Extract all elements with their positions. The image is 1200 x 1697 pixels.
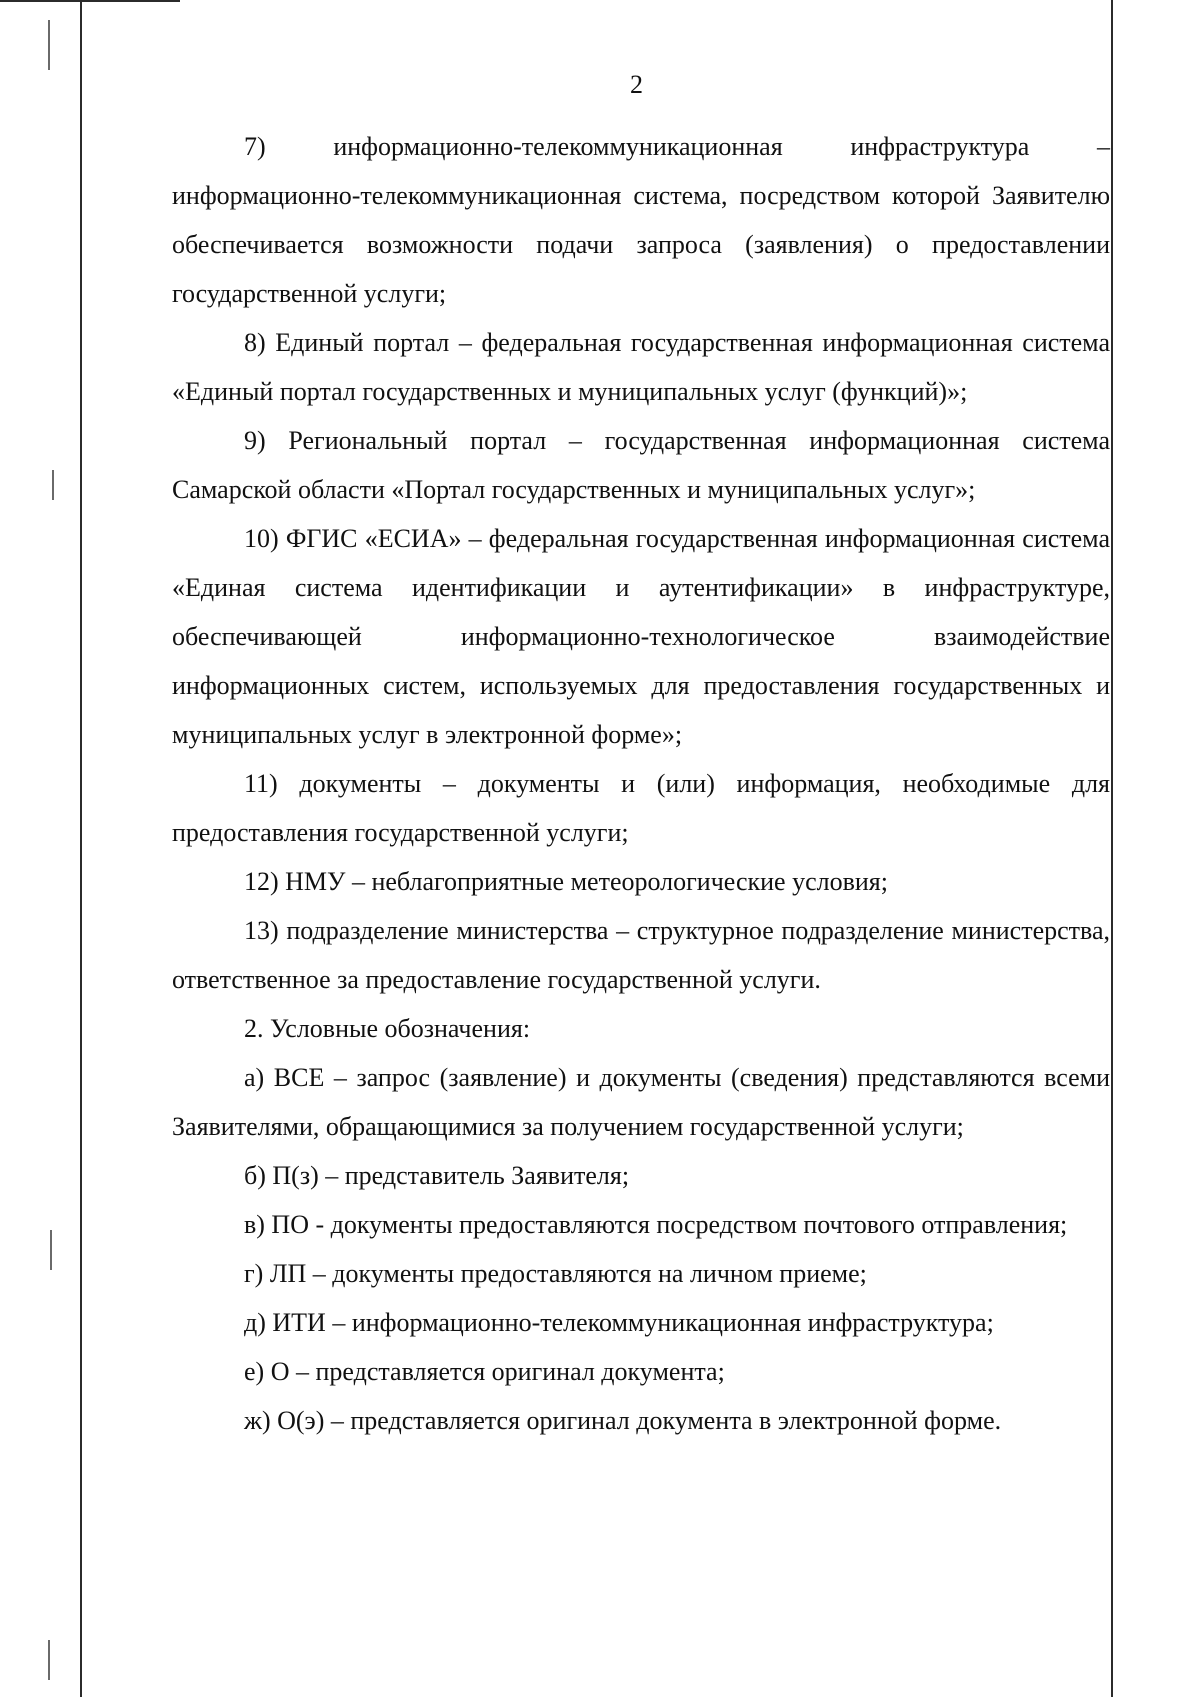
scan-artifact — [48, 20, 50, 70]
document-body — [172, 122, 1110, 1445]
definition-paragraph: 8) Единый портал – федеральная государственная информационная система «Единый портал государственных и муниципальных услуг (функций)»; — [172, 328, 1110, 406]
notation-item: б) П(з) – представитель Заявителя; — [244, 1161, 630, 1190]
notation-item: г) ЛП – документы предоставляются на личном приеме; — [244, 1259, 867, 1288]
notation-item: д) ИТИ – информационно-телекоммуникационная инфраструктура; — [244, 1308, 994, 1337]
section-heading: 2. Условные обозначения: — [244, 1014, 531, 1043]
page-number: 2 — [630, 70, 643, 99]
definition-paragraph: 7) информационно-телекоммуникационная инфраструктура – информационно-телекоммуникационная система, посредством которой Заявителю обеспечивается возможности подачи запроса (заявления) о предоставлении государственной услуги; — [172, 132, 1110, 308]
definition-paragraph: 9) Региональный портал – государственная информационная система Самарской области «Портал государственных и муниципальных услуг»; — [172, 426, 1110, 504]
scan-artifact — [50, 1230, 52, 1270]
page-right-border — [1111, 0, 1113, 1697]
scan-artifact — [48, 1640, 50, 1680]
notation-item: в) ПО - документы предоставляются посредством почтового отправления; — [244, 1210, 1068, 1239]
definition-paragraph: 11) документы – документы и (или) информация, необходимые для предоставления государственной услуги; — [172, 769, 1110, 847]
scan-artifact — [52, 470, 54, 500]
notation-item: а) ВСЕ – запрос (заявление) и документы (сведения) представляются всеми Заявителями, обращающимися за получением государственной услуги; — [172, 1063, 1110, 1141]
definition-paragraph: 13) подразделение министерства – структурное подразделение министерства, ответственное за предоставление государственной услуги. — [172, 916, 1110, 994]
definition-paragraph: 10) ФГИС «ЕСИА» – федеральная государственная информационная система «Единая система идентификации и аутентификации» в инфраструктуре, обеспечивающей информационно-технологическое взаимодействие информационных систем, используемых для предоставления государственных и муниципальных услуг в электронной форме»; — [172, 524, 1110, 749]
notation-item: е) О – представляется оригинал документа; — [244, 1357, 725, 1386]
page-left-border — [80, 0, 82, 1697]
notation-item: ж) О(э) – представляется оригинал документа в электронной форме. — [244, 1406, 1002, 1435]
definition-paragraph: 12) НМУ – неблагоприятные метеорологические условия; — [244, 867, 888, 896]
scan-top-rule — [0, 0, 180, 2]
